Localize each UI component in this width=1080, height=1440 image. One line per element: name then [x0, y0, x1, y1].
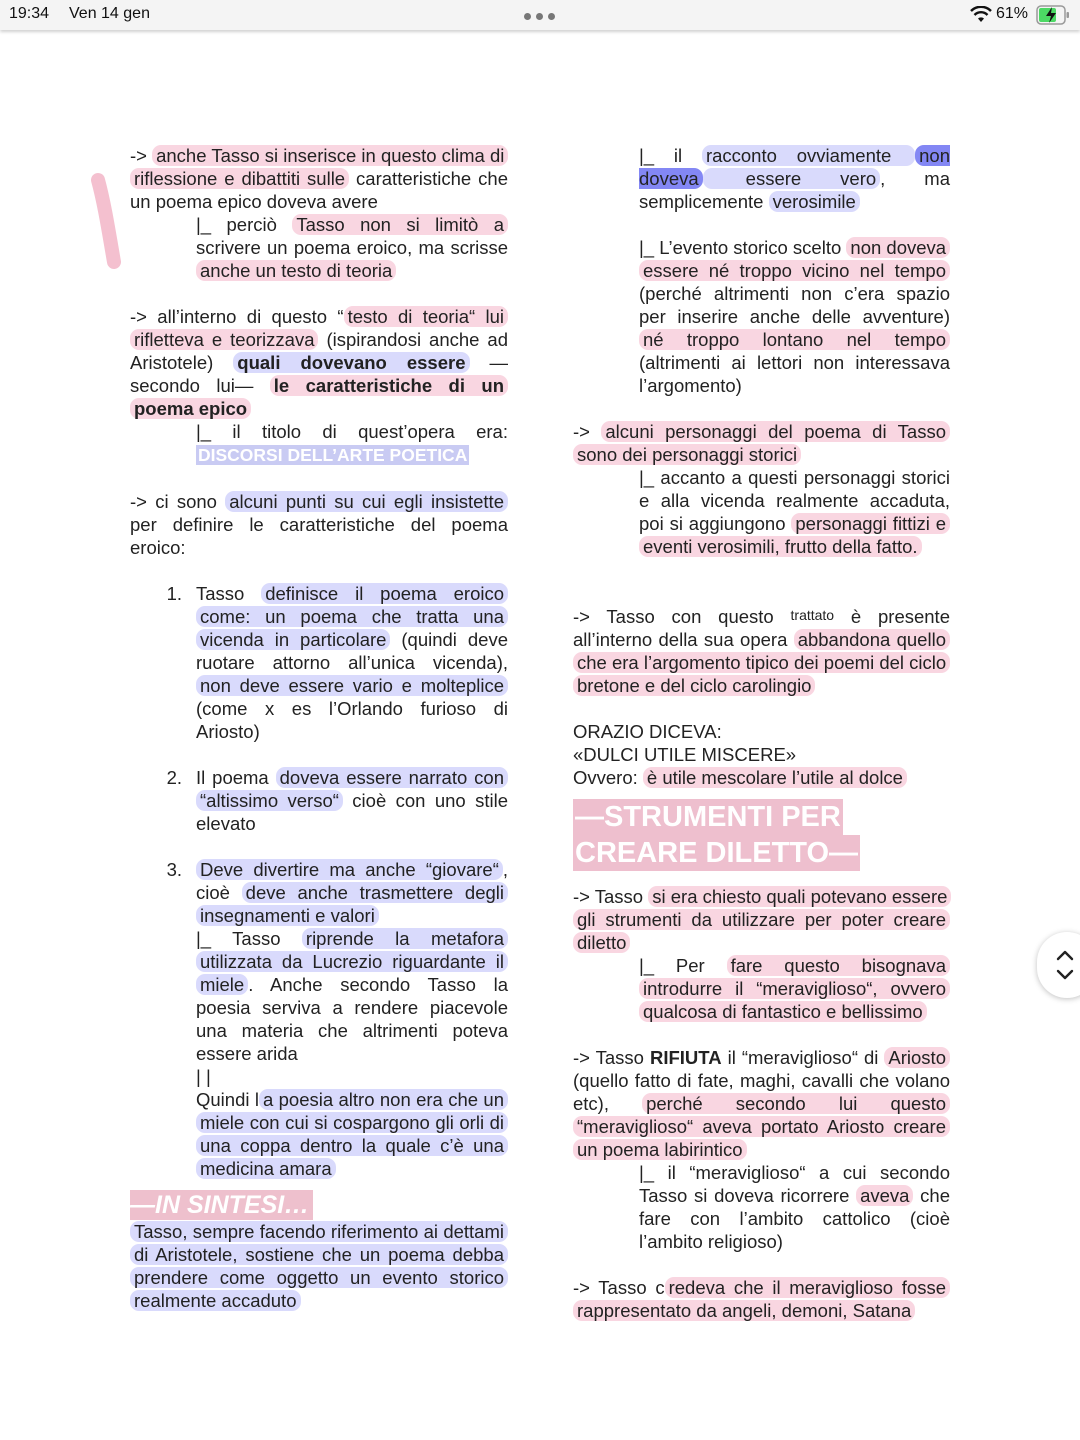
battery-charging-icon [1036, 5, 1070, 25]
right-column [573, 144, 950, 1322]
sub-paragraph: |_ accanto a questi personaggi storici e alla vicenda realmente accaduta, poi si aggiungono personaggi fittizi e eventi verosimili, frutto della fatto. [639, 467, 950, 557]
left-column [130, 144, 508, 1312]
list-item: 3. Deve divertire ma anche “giovare“ , cioè deve anche trasmettere degli insegnamenti e valori |_ Tasso riprende la metafora utilizzata da Lucrezio riguardante il miele . Anche secondo Tasso la poesia serviva a rendere piacevole una materia che altrimenti poteva essere arida | | Quindi l a poesia altro non era che un miele con cui si cospargono gli orli di una coppa dentro la quale c’è una medicina amara [166, 859, 508, 1179]
list-item: 2. Il poema doveva essere narrato con “altissimo verso“ cioè con uno stile elevato [166, 767, 508, 834]
sub-paragraph: |_ Per fare questo bisognava introdurre il “meraviglioso“, ovvero qualcosa di fantastico e bellissimo [639, 954, 950, 1023]
paragraph: Tasso, sempre facendo riferimento ai dettami di Aristotele, sostiene che un poema debba prendere come oggetto un evento storico realmente accaduto [130, 1220, 508, 1312]
battery-percent: 61% [996, 5, 1029, 22]
sub-paragraph: |_ il racconto ovviamente non doveva essere vero , ma semplicemente verosimile [639, 145, 951, 212]
paragraph: -> alcuni personaggi del poema di Tasso sono dei personaggi storici [573, 420, 950, 466]
sub-paragraph: |_ il “meraviglioso“ a cui secondo Tasso si doveva ricorrere aveva che fare con l’ambito cattolico (cioè l’ambito religioso) [639, 1162, 950, 1252]
paragraph: -> ci sono alcuni punti su cui egli insistette per definire le caratteristiche del poema eroico: [130, 491, 508, 558]
wifi-icon [970, 6, 992, 24]
orazio-line-2: «DULCI UTILE MISCERE» [573, 744, 797, 765]
paragraph: Ovvero: è utile mescolare l’utile al dolce [573, 766, 950, 789]
paragraph: -> all’interno di questo “ testo di teoria“ lui rifletteva e teorizzava (ispirandosi anche ad Aristotele) quali dovevano essere —secondo lui— le caratteristiche di un poema epico [130, 306, 509, 419]
in-sintesi-heading: —IN SINTESI… [130, 1190, 508, 1220]
paragraph: -> anche Tasso si inserisce in questo clima di riflessione e dibattiti sulle caratteristiche che un poema epico doveva avere [130, 145, 508, 212]
sub-paragraph: |_ perciò Tasso non si limitò a scrivere un poema eroico, ma scrisse anche un testo di teoria [196, 214, 508, 281]
paragraph: -> Tasso si era chiesto quali potevano essere gli strumenti da utilizzare per poter creare diletto [573, 885, 950, 954]
sub-paragraph: |_ il titolo di quest’opera era: DISCORSI DELL’ARTE POETICA [196, 421, 508, 465]
orazio-line-1: ORAZIO DICEVA: [573, 721, 722, 742]
status-time: 19:34 [9, 5, 50, 22]
note-page [0, 32, 1080, 1440]
work-title-banner: DISCORSI DELL’ARTE POETICA [198, 445, 468, 465]
list-item: 1. Tasso definisce il poema eroico come: un poema che tratta una vicenda in particolare (quindi deve ruotare attorno all’unica vicenda), non deve essere vario e molteplice (come x es l’Orlando furioso di Ariosto) [166, 583, 508, 742]
status-bar [0, 0, 1080, 30]
paragraph: -> Tasso c redeva che il meraviglioso fosse rappresentato da angeli, demoni, Satana [573, 1276, 950, 1322]
strumenti-heading: —STRUMENTI PER CREARE DILETTO— [575, 801, 859, 869]
chevron-up-down-icon [1055, 946, 1075, 984]
sub-paragraph: |_ L’evento storico scelto non doveva essere né troppo vicino nel tempo (perché altrimenti non c’era spazio per inserire anche delle avventure) né troppo lontano nel tempo (altrimenti ai lettori non interessava l’argomento) [639, 237, 950, 396]
status-date: Ven 14 gen [69, 5, 150, 22]
paragraph: -> Tasso RIFIUTA il “meraviglioso“ di Ariosto (quello fatto di fate, maghi, cavalli che volano etc), perché secondo lui questo “meraviglioso“ aveva portato Ariosto creare un poema labirintico [573, 1047, 950, 1160]
pink-pen-stroke [90, 172, 130, 272]
multitasking-dots-icon[interactable] [524, 13, 558, 21]
paragraph: -> Tasso con questo trattato è presente all’interno della sua opera abbandona quello che era l’argomento tipico dei poemi del ciclo bretone e del ciclo carolingio [573, 606, 950, 696]
